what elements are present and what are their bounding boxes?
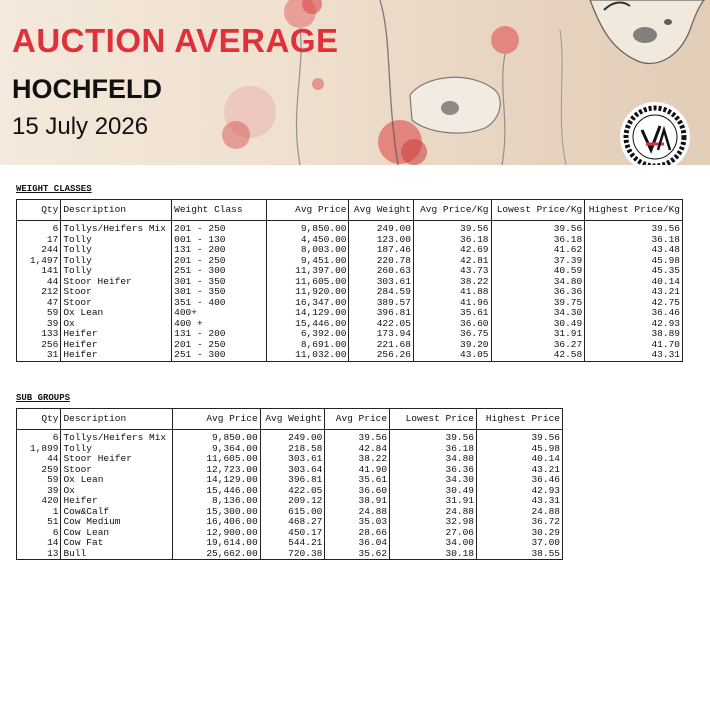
column-header: Avg Weight (349, 200, 413, 221)
table-cell: 38.22 (413, 277, 491, 288)
table-cell: 51 (17, 517, 61, 528)
table-cell: 27.06 (390, 528, 477, 539)
table-cell: 35.61 (325, 475, 390, 486)
table-cell: 41.96 (413, 298, 491, 309)
column-header: Highest Price (477, 409, 563, 430)
table-cell: 9,850.00 (266, 221, 349, 235)
table-cell: 15,446.00 (266, 319, 349, 330)
table-cell: 389.57 (349, 298, 413, 309)
table-cell: 36.46 (477, 475, 563, 486)
table-cell: 30.29 (477, 528, 563, 539)
table-cell: 249.00 (260, 430, 325, 444)
table-cell: 34.30 (390, 475, 477, 486)
table-cell: 36.75 (413, 329, 491, 340)
table-cell: 36.72 (477, 517, 563, 528)
table-cell: 31 (17, 350, 61, 361)
table-cell: Cow Lean (61, 528, 172, 539)
table-cell: 38.22 (325, 454, 390, 465)
table-cell: 244 (17, 245, 61, 256)
table-header-row (17, 409, 563, 430)
table-cell: 13 (17, 549, 61, 560)
table-cell: 4,450.00 (266, 235, 349, 246)
table-cell: Stoor (61, 298, 172, 309)
table-row (17, 245, 683, 256)
table-cell: 400 + (172, 319, 267, 330)
table-cell: 25,662.00 (172, 549, 260, 560)
table-cell: 16,347.00 (266, 298, 349, 309)
table-cell: 9,850.00 (172, 430, 260, 444)
table-cell: 9,451.00 (266, 256, 349, 267)
table-cell: 303.61 (349, 277, 413, 288)
table-cell: 221.68 (349, 340, 413, 351)
table-cell: 42.84 (325, 444, 390, 455)
table-cell: 301 - 350 (172, 277, 267, 288)
column-header: Avg Price/Kg (413, 200, 491, 221)
table-cell: 43.05 (413, 350, 491, 361)
table-cell: 19,614.00 (172, 538, 260, 549)
table-cell: Tollys/Heifers Mix (61, 430, 172, 444)
table-cell: 1,497 (17, 256, 61, 267)
table-cell: 16,406.00 (172, 517, 260, 528)
table-cell: 39.56 (413, 221, 491, 235)
column-header: Avg Price (325, 409, 390, 430)
table-cell: 41.62 (491, 245, 585, 256)
table-cell: 133 (17, 329, 61, 340)
auction-location: HOCHFELD (12, 74, 162, 104)
table-cell: 24.88 (325, 507, 390, 518)
table-cell: Stoor (61, 465, 172, 476)
page-title: AUCTION AVERAGE (12, 22, 339, 59)
table-cell: 43.21 (477, 465, 563, 476)
table-cell: 34.80 (390, 454, 477, 465)
table-cell: 43.31 (585, 350, 683, 361)
table-cell: 11,397.00 (266, 266, 349, 277)
table-cell: 39.56 (491, 221, 585, 235)
table-cell: 36.36 (491, 287, 585, 298)
table-row (17, 549, 563, 560)
table-cell: 201 - 250 (172, 221, 267, 235)
table-cell: 39 (17, 319, 61, 330)
table-cell: 39.56 (390, 430, 477, 444)
table-cell: Tolly (61, 444, 172, 455)
table-cell: 141 (17, 266, 61, 277)
table-cell: 45.35 (585, 266, 683, 277)
table-cell: 44 (17, 454, 61, 465)
table-cell: 36.18 (491, 235, 585, 246)
table-cell: 400+ (172, 308, 267, 319)
table-cell: 34.30 (491, 308, 585, 319)
table-row (17, 308, 683, 319)
table-cell: 43.73 (413, 266, 491, 277)
table-row (17, 517, 563, 528)
table-cell: Cow Fat (61, 538, 172, 549)
table-cell: 420 (17, 496, 61, 507)
table-cell: 256.26 (349, 350, 413, 361)
table-cell: 41.88 (413, 287, 491, 298)
table-cell: 6,392.00 (266, 329, 349, 340)
table-cell: 6 (17, 528, 61, 539)
table-cell: 351 - 400 (172, 298, 267, 309)
table-cell: 396.81 (349, 308, 413, 319)
table-cell: 260.63 (349, 266, 413, 277)
table-cell: 37.00 (477, 538, 563, 549)
header-banner (0, 0, 710, 165)
table-cell: 38.55 (477, 549, 563, 560)
column-header: Description (61, 200, 172, 221)
table-cell: 44 (17, 277, 61, 288)
table-row (17, 340, 683, 351)
table-cell: Tolly (61, 256, 172, 267)
table-cell: 38.91 (325, 496, 390, 507)
table-cell: 303.61 (260, 454, 325, 465)
table-cell: Heifer (61, 340, 172, 351)
table-cell: 40.14 (585, 277, 683, 288)
table-cell: 615.00 (260, 507, 325, 518)
table-cell: 42.58 (491, 350, 585, 361)
weight-classes-table (16, 199, 683, 362)
table-cell: Stoor (61, 287, 172, 298)
table-row (17, 277, 683, 288)
column-header: Qty (17, 200, 61, 221)
table-cell: Stoor Heifer (61, 277, 172, 288)
table-cell: 41.70 (585, 340, 683, 351)
table-cell: 32.98 (390, 517, 477, 528)
table-cell: Tolly (61, 245, 172, 256)
table-cell: 173.94 (349, 329, 413, 340)
table-cell: 37.39 (491, 256, 585, 267)
table-cell: 35.62 (325, 549, 390, 560)
table-row (17, 430, 563, 444)
table-cell: 001 - 130 (172, 235, 267, 246)
table-cell: 303.64 (260, 465, 325, 476)
table-cell: 9,364.00 (172, 444, 260, 455)
column-header: Avg Weight (260, 409, 325, 430)
table-cell: 11,605.00 (266, 277, 349, 288)
table-cell: 43.21 (585, 287, 683, 298)
table-cell: 43.48 (585, 245, 683, 256)
table-cell: 36.46 (585, 308, 683, 319)
table-cell: 201 - 250 (172, 340, 267, 351)
table-cell: 34.80 (491, 277, 585, 288)
table-cell: 256 (17, 340, 61, 351)
table-cell: 39.56 (477, 430, 563, 444)
table-cell: 14,129.00 (172, 475, 260, 486)
table-row (17, 235, 683, 246)
column-header: Description (61, 409, 172, 430)
table-cell: 422.05 (260, 486, 325, 497)
column-header: Avg Price (266, 200, 349, 221)
table-cell: 47 (17, 298, 61, 309)
table-header-row (17, 200, 683, 221)
table-cell: 251 - 300 (172, 266, 267, 277)
auction-date: 15 July 2026 (12, 113, 149, 140)
table-cell: 11,605.00 (172, 454, 260, 465)
table-cell: 450.17 (260, 528, 325, 539)
table-cell: 39.20 (413, 340, 491, 351)
table-cell: 1 (17, 507, 61, 518)
table-cell: 35.03 (325, 517, 390, 528)
table-cell: 36.18 (413, 235, 491, 246)
table-cell: 209.12 (260, 496, 325, 507)
table-row (17, 256, 683, 267)
table-cell: Cow&Calf (61, 507, 172, 518)
table-cell: 42.69 (413, 245, 491, 256)
table-row (17, 298, 683, 309)
table-cell: Ox Lean (61, 475, 172, 486)
table-cell: 36.04 (325, 538, 390, 549)
table-cell: 36.18 (585, 235, 683, 246)
table-cell: 36.60 (413, 319, 491, 330)
table-cell: 42.81 (413, 256, 491, 267)
table-cell: 284.59 (349, 287, 413, 298)
table-cell: 249.00 (349, 221, 413, 235)
table-row (17, 319, 683, 330)
table-cell: Bull (61, 549, 172, 560)
table-cell: 6 (17, 221, 61, 235)
table-cell: 123.00 (349, 235, 413, 246)
table-cell: 45.98 (477, 444, 563, 455)
table-cell: Ox (61, 486, 172, 497)
table-cell: 30.18 (390, 549, 477, 560)
table-cell: 24.88 (390, 507, 477, 518)
table-cell: 468.27 (260, 517, 325, 528)
table-cell: 11,920.00 (266, 287, 349, 298)
column-header: Lowest Price/Kg (491, 200, 585, 221)
table-cell: 59 (17, 475, 61, 486)
table-cell: 11,032.00 (266, 350, 349, 361)
table-row (17, 454, 563, 465)
table-cell: 31.91 (491, 329, 585, 340)
table-cell: 720.38 (260, 549, 325, 560)
column-header: Weight Class (172, 200, 267, 221)
table-cell: 15,446.00 (172, 486, 260, 497)
table-cell: Tolly (61, 235, 172, 246)
table-cell: 187.46 (349, 245, 413, 256)
table-cell: 36.27 (491, 340, 585, 351)
table-row (17, 475, 563, 486)
table-cell: Tollys/Heifers Mix (61, 221, 172, 235)
table-cell: Ox Lean (61, 308, 172, 319)
weight-classes-label: WEIGHT CLASSES (16, 184, 92, 194)
table-cell: Heifer (61, 496, 172, 507)
table-cell: 36.18 (390, 444, 477, 455)
table-cell: 59 (17, 308, 61, 319)
table-cell: 8,136.00 (172, 496, 260, 507)
vla-logo (618, 100, 692, 165)
table-cell: Heifer (61, 350, 172, 361)
table-cell: 8,691.00 (266, 340, 349, 351)
table-cell: 301 - 350 (172, 287, 267, 298)
table-cell: 36.60 (325, 486, 390, 497)
table-cell: 396.81 (260, 475, 325, 486)
table-cell: Heifer (61, 329, 172, 340)
sub-groups-table (16, 408, 563, 560)
table-cell: 31.91 (390, 496, 477, 507)
column-header: Lowest Price (390, 409, 477, 430)
table-cell: 40.59 (491, 266, 585, 277)
table-cell: 30.49 (491, 319, 585, 330)
table-cell: 544.21 (260, 538, 325, 549)
table-cell: 39.75 (491, 298, 585, 309)
table-row (17, 266, 683, 277)
table-cell: 43.31 (477, 496, 563, 507)
table-cell: 42.93 (585, 319, 683, 330)
table-cell: 422.05 (349, 319, 413, 330)
table-cell: 15,300.00 (172, 507, 260, 518)
table-cell: 131 - 200 (172, 329, 267, 340)
table-cell: Tolly (61, 266, 172, 277)
table-cell: 259 (17, 465, 61, 476)
table-cell: 42.93 (477, 486, 563, 497)
table-cell: 14,129.00 (266, 308, 349, 319)
table-row (17, 496, 563, 507)
table-cell: 34.00 (390, 538, 477, 549)
table-cell: 220.78 (349, 256, 413, 267)
table-cell: 39.56 (585, 221, 683, 235)
table-cell: 36.36 (390, 465, 477, 476)
table-cell: 6 (17, 430, 61, 444)
table-cell: 8,003.00 (266, 245, 349, 256)
table-cell: 12,723.00 (172, 465, 260, 476)
table-cell: 201 - 250 (172, 256, 267, 267)
column-header: Avg Price (172, 409, 260, 430)
table-cell: 218.58 (260, 444, 325, 455)
table-cell: 28.66 (325, 528, 390, 539)
column-header: Highest Price/Kg (585, 200, 683, 221)
table-cell: 24.88 (477, 507, 563, 518)
table-cell: Cow Medium (61, 517, 172, 528)
table-cell: 14 (17, 538, 61, 549)
sub-groups-label: SUB GROUPS (16, 393, 71, 403)
table-cell: 39 (17, 486, 61, 497)
table-cell: 41.90 (325, 465, 390, 476)
table-row (17, 287, 683, 298)
table-cell: 40.14 (477, 454, 563, 465)
table-cell: 35.61 (413, 308, 491, 319)
table-cell: 212 (17, 287, 61, 298)
table-cell: 42.75 (585, 298, 683, 309)
table-cell: 1,899 (17, 444, 61, 455)
table-cell: 39.56 (325, 430, 390, 444)
table-row (17, 538, 563, 549)
table-cell: 251 - 300 (172, 350, 267, 361)
table-row (17, 350, 683, 361)
column-header: Qty (17, 409, 61, 430)
table-cell: 45.98 (585, 256, 683, 267)
table-cell: 131 - 200 (172, 245, 267, 256)
table-cell: Ox (61, 319, 172, 330)
table-row (17, 221, 683, 235)
table-cell: Stoor Heifer (61, 454, 172, 465)
table-cell: 30.49 (390, 486, 477, 497)
table-cell: 12,900.00 (172, 528, 260, 539)
table-cell: 17 (17, 235, 61, 246)
table-cell: 38.89 (585, 329, 683, 340)
table-row (17, 329, 683, 340)
